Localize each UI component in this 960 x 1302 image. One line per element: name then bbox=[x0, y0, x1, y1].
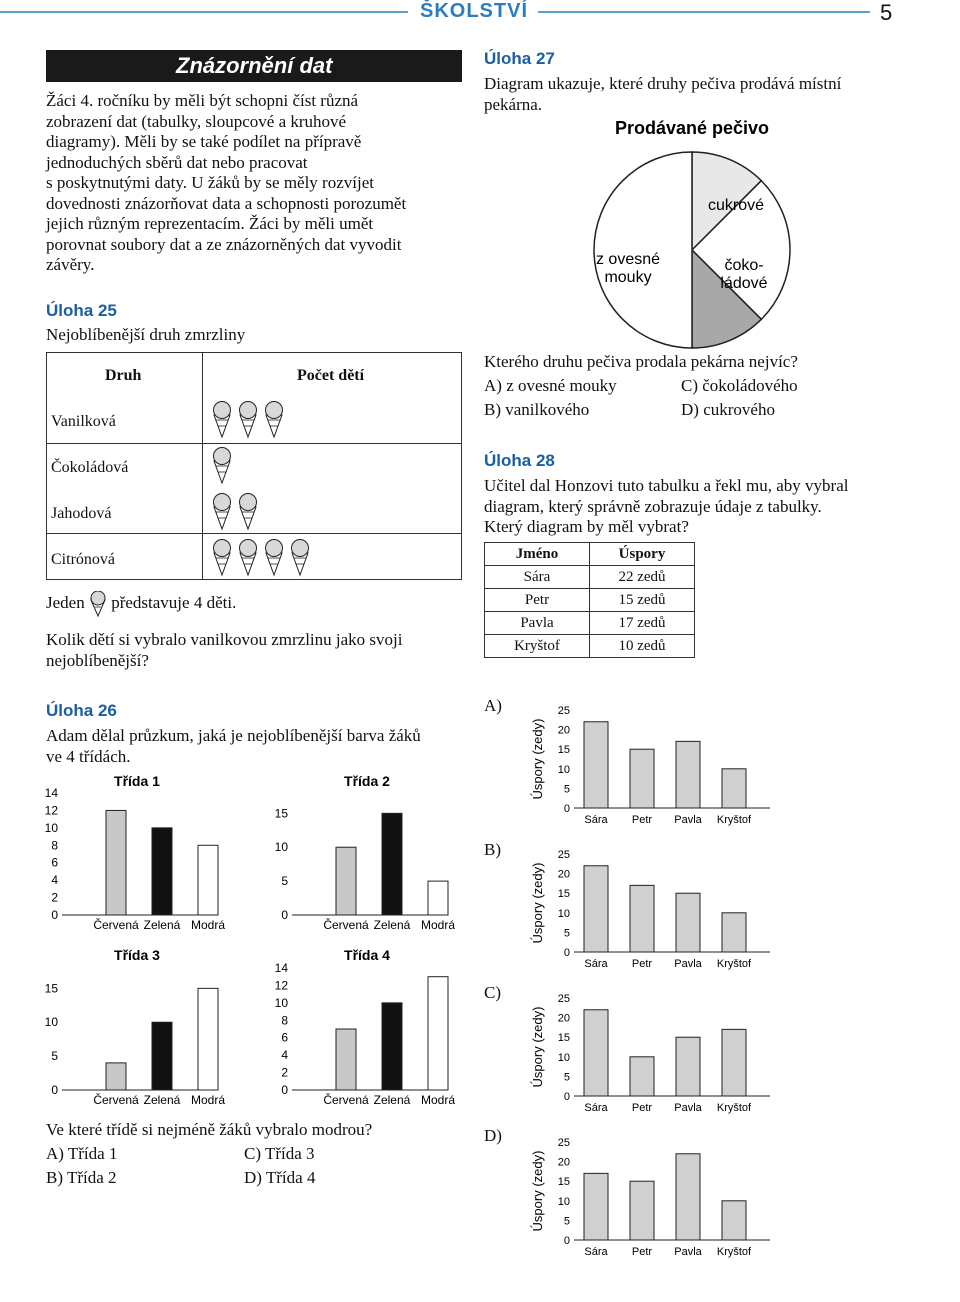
x-tick-label: Sára bbox=[584, 958, 608, 970]
scoop bbox=[214, 540, 231, 557]
y-tick-label: 25 bbox=[557, 993, 570, 1005]
class-bar-charts bbox=[0, 768, 470, 1118]
task27-option-b: B) vanilkového bbox=[484, 400, 590, 419]
y-tick-label: 10 bbox=[557, 763, 570, 776]
page-number: 5 bbox=[880, 0, 893, 25]
chart-title: Třída 3 bbox=[114, 947, 160, 963]
table-row-label: Citrónová bbox=[51, 551, 115, 568]
y-tick-label: 5 bbox=[563, 783, 570, 796]
option-label-c: C) bbox=[484, 983, 501, 1002]
y-tick-label: 12 bbox=[44, 803, 58, 818]
ice-cream-cone-icon bbox=[214, 540, 231, 576]
intro-line: diagramy). Měli by se také podílet na přípravě bbox=[46, 132, 362, 151]
table-cell: 17 zedů bbox=[590, 612, 695, 635]
intro-line: jednoduchých sběrů dat nebo pracovat bbox=[46, 152, 308, 172]
task26-option-c: C) Třída 3 bbox=[244, 1144, 315, 1163]
slice-label-line: ládové bbox=[720, 275, 768, 292]
section-title: Znázornění dat bbox=[176, 53, 333, 78]
task28-text bbox=[484, 476, 848, 538]
key-suffix: představuje 4 děti. bbox=[111, 592, 237, 612]
x-tick-label: Červená bbox=[93, 918, 139, 932]
table-row bbox=[485, 589, 695, 612]
intro-line: zobrazení dat (tabulky, sloupcové a kruhové bbox=[46, 111, 347, 131]
y-tick-label: 15 bbox=[557, 888, 570, 901]
x-tick-label: Zelená bbox=[143, 918, 181, 932]
ice-cream-cone-icon bbox=[214, 494, 231, 530]
y-tick-label: 2 bbox=[281, 1065, 288, 1080]
y-tick-label: 25 bbox=[557, 849, 570, 861]
ice-cream-cone-icon bbox=[214, 402, 231, 438]
slice-label-line: čoko- bbox=[724, 257, 764, 274]
bar bbox=[676, 1154, 700, 1240]
x-tick-label: Zelená bbox=[373, 1093, 411, 1107]
x-tick-label: Červená bbox=[93, 1093, 139, 1107]
x-tick-label: Zelená bbox=[143, 1093, 181, 1107]
task25-pictogram-table bbox=[46, 352, 462, 580]
y-tick-label: 4 bbox=[281, 1048, 288, 1063]
y-axis-label: Úspory (zedy) bbox=[530, 1006, 545, 1088]
ice-cream-cone-icon bbox=[266, 402, 283, 438]
bar bbox=[428, 977, 448, 1090]
task27-option-d: D) cukrového bbox=[681, 400, 775, 419]
y-tick-label: 6 bbox=[51, 855, 58, 870]
y-tick-label: 20 bbox=[557, 1012, 570, 1025]
x-tick-label: Červená bbox=[323, 1093, 369, 1107]
y-tick-label: 10 bbox=[44, 1015, 58, 1030]
scoop bbox=[266, 402, 283, 419]
savings-option-charts bbox=[510, 690, 790, 1265]
chart-title: Třída 1 bbox=[114, 773, 160, 789]
header-title: ŠKOLSTVÍ bbox=[419, 0, 528, 22]
bar bbox=[630, 1057, 654, 1096]
ice-cream-cone-icon bbox=[89, 591, 107, 617]
y-tick-label: 15 bbox=[274, 806, 288, 821]
slice-label-line: z ovesné bbox=[595, 251, 661, 268]
text-line: Který diagram by měl vybrat? bbox=[484, 517, 689, 536]
bar bbox=[198, 988, 218, 1090]
x-tick-label: Zelená bbox=[373, 918, 411, 932]
table-header-type: Druh bbox=[105, 367, 142, 384]
y-tick-label: 0 bbox=[563, 947, 570, 959]
bar bbox=[382, 1003, 402, 1090]
bar bbox=[382, 813, 402, 915]
text-line: Učitel dal Honzovi tuto tabulku a řekl mu, aby vybral bbox=[484, 476, 849, 495]
ice-cream-cone-icon bbox=[240, 494, 257, 530]
bar bbox=[630, 885, 654, 952]
table-header-row bbox=[485, 543, 695, 566]
header-rule-right bbox=[538, 11, 870, 13]
x-tick-label: Kryštof bbox=[716, 814, 752, 826]
option-label-a: A) bbox=[484, 696, 502, 715]
question-line: nejoblíbenější? bbox=[46, 650, 149, 670]
x-tick-label: Pavla bbox=[674, 814, 702, 826]
bar bbox=[428, 881, 448, 915]
slice-label-line: cukrové bbox=[707, 197, 765, 214]
bar bbox=[676, 741, 700, 808]
option-label-d: D) bbox=[484, 1126, 502, 1145]
table-header-count: Počet dětí bbox=[297, 367, 365, 384]
bar bbox=[336, 1029, 356, 1090]
y-tick-label: 15 bbox=[44, 981, 58, 996]
scoop bbox=[214, 402, 231, 419]
y-tick-label: 10 bbox=[557, 907, 570, 920]
table-cell: Kryštof bbox=[485, 635, 590, 658]
y-tick-label: 5 bbox=[563, 927, 570, 940]
y-tick-label: 20 bbox=[557, 724, 570, 737]
bar bbox=[584, 1010, 608, 1096]
y-tick-label: 2 bbox=[51, 890, 58, 905]
y-tick-label: 0 bbox=[281, 908, 288, 922]
bakery-pie-chart bbox=[580, 110, 820, 350]
slice-label bbox=[720, 257, 767, 292]
table-row-label: Vanilková bbox=[51, 413, 116, 430]
x-tick-label: Kryštof bbox=[716, 958, 752, 970]
slice-label-line: mouky bbox=[604, 269, 652, 286]
task26-option-b: B) Třída 2 bbox=[46, 1168, 117, 1187]
key-prefix: Jeden bbox=[46, 592, 85, 612]
bar bbox=[722, 769, 746, 808]
y-tick-label: 12 bbox=[274, 978, 288, 993]
header-rule-left bbox=[0, 11, 408, 13]
intro-line: dovednosti znázorňovat data a schopnosti porozumět bbox=[46, 193, 407, 213]
ice-cream-pictograph bbox=[204, 353, 459, 578]
table-row bbox=[485, 566, 695, 589]
y-tick-label: 0 bbox=[563, 1235, 570, 1247]
y-tick-label: 0 bbox=[563, 1091, 570, 1103]
x-tick-label: Modrá bbox=[420, 1093, 456, 1107]
scoop bbox=[240, 540, 257, 557]
y-tick-label: 20 bbox=[557, 868, 570, 881]
table-header: Úspory bbox=[590, 543, 695, 566]
y-tick-label: 4 bbox=[51, 873, 58, 888]
y-tick-label: 5 bbox=[51, 1049, 58, 1064]
bar bbox=[336, 847, 356, 915]
scoop bbox=[214, 448, 231, 465]
bar bbox=[152, 828, 172, 915]
x-tick-label: Pavla bbox=[674, 1102, 702, 1114]
ice-cream-cone-icon bbox=[214, 448, 231, 484]
bar bbox=[152, 1022, 172, 1090]
x-tick-label: Petr bbox=[631, 814, 653, 826]
bar bbox=[584, 1173, 608, 1240]
chart-title: Třída 4 bbox=[344, 947, 390, 963]
task27-question: Kterého druhu pečiva prodala pekárna nejvíc? bbox=[484, 352, 798, 371]
bar bbox=[676, 893, 700, 952]
scoop bbox=[214, 494, 231, 511]
table-cell: Pavla bbox=[485, 612, 590, 635]
x-tick-label: Sára bbox=[584, 814, 608, 826]
ice-cream-cone-icon bbox=[240, 540, 257, 576]
text-line: Adam dělal průzkum, jaká je nejoblíbenější barva žáků bbox=[46, 726, 421, 745]
y-tick-label: 14 bbox=[44, 786, 58, 800]
table-cell: 10 zedů bbox=[590, 635, 695, 658]
bar bbox=[676, 1037, 700, 1096]
task25-heading: Úloha 25 bbox=[46, 301, 117, 320]
task27-heading: Úloha 27 bbox=[484, 49, 555, 68]
task25-key bbox=[46, 591, 236, 615]
bar bbox=[722, 1201, 746, 1240]
x-tick-label: Sára bbox=[584, 1102, 608, 1114]
task27-option-a: A) z ovesné mouky bbox=[484, 376, 617, 395]
task25-question bbox=[46, 630, 402, 671]
y-tick-label: 0 bbox=[281, 1083, 288, 1097]
bar bbox=[198, 845, 218, 915]
table-cell: Petr bbox=[485, 589, 590, 612]
x-tick-label: Petr bbox=[631, 1246, 653, 1258]
bar bbox=[106, 810, 126, 915]
table-cell: 22 zedů bbox=[590, 566, 695, 589]
task28-heading: Úloha 28 bbox=[484, 451, 555, 470]
text-line: diagram, který správně zobrazuje údaje z tabulky. bbox=[484, 496, 822, 516]
table-cell: 15 zedů bbox=[590, 589, 695, 612]
x-tick-label: Petr bbox=[631, 958, 653, 970]
intro-paragraph bbox=[46, 91, 406, 276]
y-tick-label: 25 bbox=[557, 1137, 570, 1149]
y-tick-label: 5 bbox=[281, 874, 288, 889]
slice-label bbox=[708, 197, 764, 214]
x-tick-label: Červená bbox=[323, 918, 369, 932]
task26-text bbox=[46, 726, 421, 767]
x-tick-label: Kryštof bbox=[716, 1102, 752, 1114]
table-header: Jméno bbox=[485, 543, 590, 566]
table-row-label: Čokoládová bbox=[51, 459, 129, 476]
task26-heading: Úloha 26 bbox=[46, 701, 117, 720]
chart-title: Prodávané pečivo bbox=[614, 118, 770, 138]
y-tick-label: 10 bbox=[557, 1195, 570, 1208]
x-tick-label: Petr bbox=[631, 1102, 653, 1114]
y-axis-label: Úspory (zedy) bbox=[530, 862, 545, 944]
y-tick-label: 25 bbox=[557, 705, 570, 717]
x-tick-label: Modrá bbox=[190, 1093, 226, 1107]
task25-title: Nejoblíbenější druh zmrzliny bbox=[46, 325, 246, 344]
chart-title: Třída 2 bbox=[344, 773, 390, 789]
y-tick-label: 0 bbox=[563, 803, 570, 815]
y-axis-label: Úspory (zedy) bbox=[530, 1150, 545, 1232]
intro-line: s poskytnutými daty. U žáků by se měly rozvíjet bbox=[46, 173, 374, 192]
y-tick-label: 14 bbox=[274, 961, 288, 975]
bar bbox=[630, 1181, 654, 1240]
savings-table bbox=[484, 542, 695, 658]
text-line: Diagram ukazuje, které druhy pečiva prodává místní bbox=[484, 74, 842, 93]
ice-cream-cone-icon bbox=[292, 540, 309, 576]
y-tick-label: 15 bbox=[557, 1032, 570, 1045]
intro-line: porovnat soubory dat a ze znázorněných dat vyvodit bbox=[46, 234, 402, 254]
table-cell: Sára bbox=[485, 566, 590, 589]
question-line: Kolik dětí si vybralo vanilkovou zmrzlinu jako svoji bbox=[46, 630, 403, 649]
x-tick-label: Modrá bbox=[420, 918, 456, 932]
bar bbox=[722, 913, 746, 952]
bar bbox=[584, 866, 608, 952]
text-line: pekárna. bbox=[484, 94, 543, 114]
y-tick-label: 0 bbox=[51, 1083, 58, 1097]
y-tick-label: 5 bbox=[563, 1215, 570, 1228]
scoop bbox=[266, 540, 283, 557]
task27-option-c: C) čokoládového bbox=[681, 376, 798, 395]
intro-line: jejich různým reprezentacím. Žáci by měli umět bbox=[46, 214, 374, 233]
bar bbox=[722, 1029, 746, 1096]
pie-slice bbox=[594, 152, 692, 348]
x-tick-label: Pavla bbox=[674, 1246, 702, 1258]
table-row-label: Jahodová bbox=[51, 505, 112, 522]
task27-text bbox=[484, 74, 841, 115]
x-tick-label: Kryštof bbox=[716, 1246, 752, 1258]
ice-cream-cone-icon bbox=[266, 540, 283, 576]
bar bbox=[630, 749, 654, 808]
y-tick-label: 20 bbox=[557, 1156, 570, 1169]
y-tick-label: 0 bbox=[51, 908, 58, 922]
y-tick-label: 5 bbox=[563, 1071, 570, 1084]
y-tick-label: 10 bbox=[557, 1051, 570, 1064]
table-row bbox=[485, 612, 695, 635]
table-divider bbox=[202, 353, 203, 579]
scoop bbox=[292, 540, 309, 557]
bar bbox=[584, 722, 608, 808]
y-tick-label: 8 bbox=[51, 838, 58, 853]
y-tick-label: 6 bbox=[281, 1030, 288, 1045]
intro-line: závěry. bbox=[46, 255, 95, 274]
y-tick-label: 8 bbox=[281, 1013, 288, 1028]
scoop bbox=[240, 402, 257, 419]
x-tick-label: Sára bbox=[584, 1246, 608, 1258]
y-tick-label: 10 bbox=[44, 820, 58, 835]
slice-label bbox=[596, 251, 660, 286]
y-axis-label: Úspory (zedy) bbox=[530, 718, 545, 800]
task26-option-d: D) Třída 4 bbox=[244, 1168, 316, 1187]
task26-option-a: A) Třída 1 bbox=[46, 1144, 118, 1163]
task26-question: Ve které třídě si nejméně žáků vybralo modrou? bbox=[46, 1120, 373, 1139]
y-tick-label: 15 bbox=[557, 1176, 570, 1189]
y-tick-label: 10 bbox=[274, 840, 288, 855]
ice-cream-cone-icon bbox=[240, 402, 257, 438]
x-tick-label: Modrá bbox=[190, 918, 226, 932]
bar bbox=[106, 1063, 126, 1090]
y-tick-label: 15 bbox=[557, 744, 570, 757]
y-tick-label: 10 bbox=[274, 995, 288, 1010]
intro-line: Žáci 4. ročníku by měli být schopni číst různá bbox=[46, 91, 359, 110]
option-label-b: B) bbox=[484, 840, 501, 859]
table-row bbox=[485, 635, 695, 658]
text-line: ve 4 třídách. bbox=[46, 746, 131, 766]
scoop bbox=[240, 494, 257, 511]
x-tick-label: Pavla bbox=[674, 958, 702, 970]
